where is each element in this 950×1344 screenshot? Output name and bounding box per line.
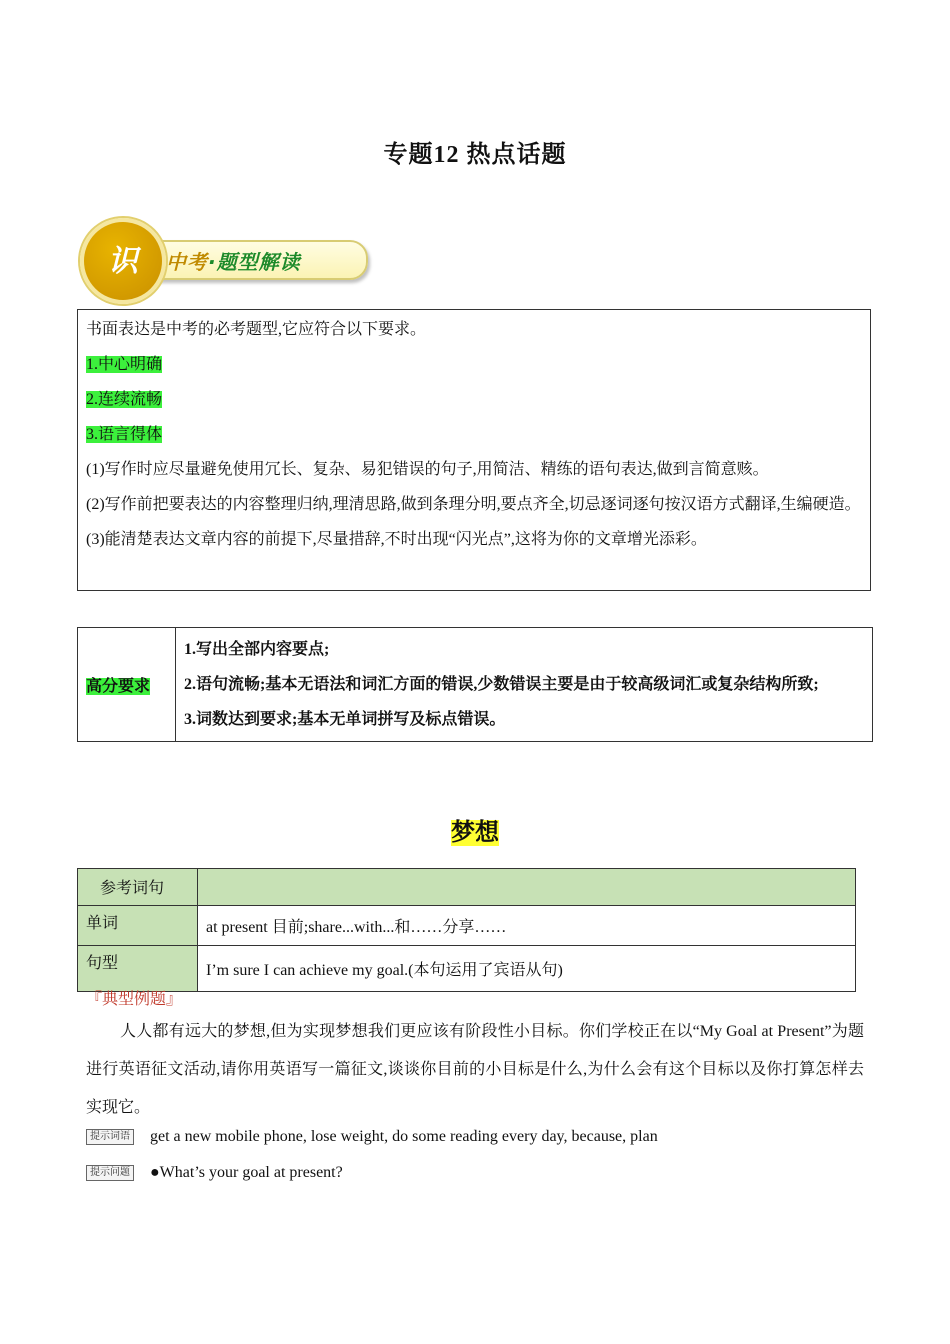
tip-tag: 提示词语 [86, 1129, 134, 1145]
vocab-table [77, 868, 856, 992]
highlight-item: 3.语言得体 [86, 426, 163, 443]
requirements-table [77, 627, 873, 742]
requirements-label: 高分要求 [86, 678, 151, 695]
badge-circle-icon [80, 218, 166, 304]
tip-text: get a new mobile phone, lose weight, do some reading every day, because, plan [150, 1128, 658, 1145]
badge-prefix: 中考 [166, 250, 208, 274]
intro-box [77, 309, 871, 591]
requirement-item: 3.词数达到要求;基本无单词拼写及标点错误。 [184, 711, 506, 728]
section-badge [80, 218, 370, 302]
tip-row [86, 1128, 658, 1146]
highlight-item: 1.中心明确 [86, 356, 163, 373]
requirement-item: 1.写出全部内容要点; [184, 641, 330, 658]
intro-point: (2)写作前把要表达的内容整理归纳,理清思路,做到条理分明,要点齐全,切忌逐词逐句按汉语方式翻译,生编硬造。 [86, 496, 861, 513]
table-row [78, 946, 856, 992]
intro-point: (3)能清楚表达文章内容的前提下,尽量措辞,不时出现“闪光点”,这将为你的文章增光添彩。 [86, 531, 707, 548]
badge-text: 题型解读 [216, 250, 301, 274]
intro-point: (1)写作时应尽量避免使用冗长、复杂、易犯错误的句子,用简洁、精练的语句表达,做到言简意赅。 [86, 461, 769, 478]
tip-row [86, 1164, 343, 1182]
section-title: 梦想 [451, 820, 499, 846]
example-label: 『典型例题』 [86, 991, 183, 1008]
vocab-label: 单词 [78, 906, 198, 946]
highlight-item: 2.连续流畅 [86, 391, 163, 408]
badge-ribbon [142, 240, 368, 280]
badge-circle-char: 识 [108, 244, 138, 279]
vocab-content: I’m sure I can achieve my goal.(本句运用了宾语从句) [198, 946, 856, 992]
example-text: 人人都有远大的梦想,但为实现梦想我们更应该有阶段性小目标。你们学校正在以“My Goal at Present”为题进行英语征文活动,请你用英语写一篇征文,谈谈你目前的小目标是什么,为什么会有这个目标以及你打算怎样去实现它。 [86, 1023, 864, 1116]
table-row [78, 906, 856, 946]
tip-tag: 提示问题 [86, 1165, 134, 1181]
vocab-content: at present 目前;share...with...和……分享…… [198, 906, 856, 946]
requirement-item: 2.语句流畅;基本无语法和词汇方面的错误,少数错误主要是由于较高级词汇或复杂结构所致; [184, 676, 819, 693]
intro-lead: 书面表达是中考的必考题型,它应符合以下要求。 [86, 321, 427, 338]
vocab-header: 参考词句 [78, 869, 198, 906]
table-row [78, 869, 856, 906]
vocab-label: 句型 [78, 946, 198, 992]
tip-text: ●What’s your goal at present? [150, 1164, 343, 1181]
page-title: 专题12 热点话题 [383, 142, 567, 168]
badge-dot: · [208, 250, 217, 274]
